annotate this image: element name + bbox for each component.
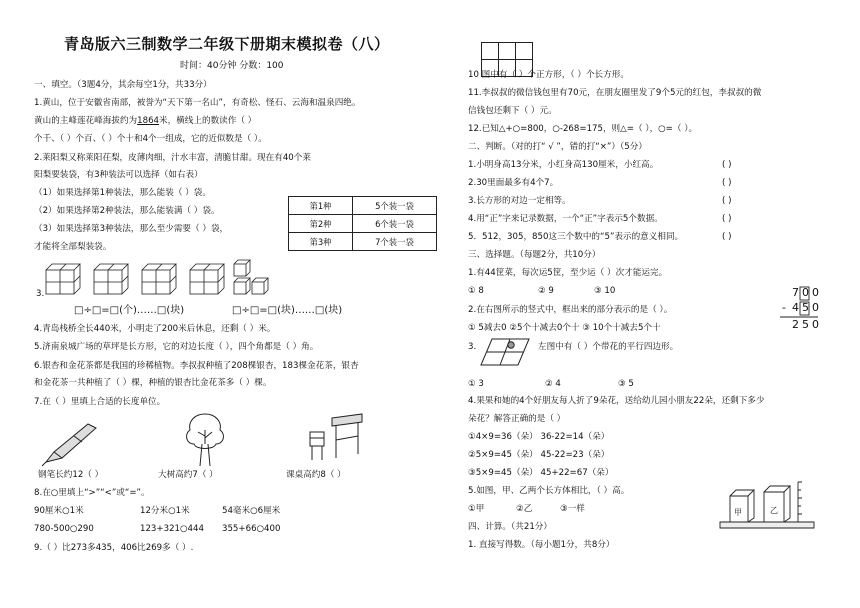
choice-2-options: ① 5减去0 ②5个十减去0个十 ③ 10个十减去5个十 [468, 323, 661, 333]
table-row: 第2种 6个装一袋 [289, 215, 437, 233]
choice-3-opt-a: ① 3 [468, 379, 484, 389]
cuboid-yi-label: 乙 [770, 506, 778, 515]
judge-5: 5．512，305，850这三个数中的“5”表示的意义相同。 [468, 232, 684, 242]
q8-r1-c3: 54毫米○6厘米 [222, 506, 281, 516]
q2-part3: （3）如果选择第3种装法，那么至少需要（ ）袋， [34, 224, 229, 234]
vertical-minus-sign: - [782, 301, 786, 314]
q7-tree-height: 大树高约7（ ） [158, 470, 218, 480]
q6-line2: 和金花茶一共种植了（ ）棵，种植的银杏比金花茶多（ ）棵。 [34, 378, 272, 388]
desk-illustration [306, 410, 366, 466]
q3-formula-2: □÷□=□(块)……□(块) [232, 305, 343, 316]
table-row: 第3种 7个装一袋 [289, 233, 437, 251]
packing-table [288, 196, 437, 251]
judge-4: 4.用“正”字来记录数据，一个“正”字表示5个数据。 [468, 214, 663, 224]
judge-3: 3.长方形的对边一定相等。 [468, 196, 571, 206]
choice-3: 左图中有（ ）个带花的平行四边形。 [538, 342, 679, 352]
choice-4-opt-b: ②5×9=45（朵） 45-22=23（朵） [468, 450, 610, 460]
choice-4-line1: 4.果果和她的4个好朋友每人折了9朵花，送给幼儿园小朋友22朵，还剩下多少 [468, 396, 765, 406]
judge-5-answer: ( ) [722, 232, 732, 242]
q2-part4: 才能将全部梨装袋。 [34, 242, 112, 252]
judge-1: 1.小明身高13分米，小红身高130厘米，小红高。 [468, 160, 659, 170]
vertical-subtrahend: 450 [792, 301, 822, 314]
choice-4-line2: 朵花？解答正确的是（ ） [468, 414, 566, 424]
q11-line1: 11.李叔叔的微信钱包里有70元，在朋友圈里发了9个5元的红包，李叔叔的微 [468, 88, 762, 98]
judge-2: 2.30里面最多有4个7。 [468, 178, 559, 188]
cuboid-jia-label: 甲 [734, 508, 742, 517]
q1-line3: 个千、（ ）个百、（ ）个十和4个一组成，它的近似数是（ ）。 [34, 134, 267, 144]
calc-1: 1. 直接写得数。（每小题1分，共8分） [468, 540, 615, 550]
choice-5-opt-a: ①甲 [468, 504, 485, 514]
q5: 5.济南泉城广场的草坪是长方形，它的对边长度（ ），四个角都是（ ）角。 [34, 342, 319, 352]
q8-r2-c3: 355+66○400 [222, 524, 281, 534]
choice-4-opt-a: ①4×9=36（朵） 36-22=14（朵） [468, 432, 610, 442]
choice-5: 5.如图，甲、乙两个长方体相比，（ ）高。 [468, 486, 630, 496]
choice-3-opt-c: ③ 5 [618, 379, 634, 389]
fountain-pen-illustration [40, 418, 100, 468]
section-2-heading: 二、判断。（对的打“ √ ”，错的打“×”）（5分） [468, 142, 647, 152]
cuboids-figure [718, 478, 818, 532]
judge-4-answer: ( ) [722, 214, 732, 224]
choice-1-opt-c: ③ 10 [594, 286, 616, 296]
q7: 7.在（ ）里填上合适的长度单位。 [34, 397, 166, 407]
choice-5-opt-c: ③一样 [560, 504, 585, 514]
section-3-heading: 三、选择题。（每题2分，共10分） [468, 250, 601, 260]
table-row: 第1种 5个装一袋 [289, 197, 437, 215]
judge-1-answer: ( ) [722, 160, 732, 170]
q8: 8.在○里填上“>”“<”或“=”。 [34, 488, 150, 498]
tree-illustration [180, 410, 230, 470]
q1-line1: 1.黄山，位于安徽省南部，被誉为“天下第一名山”，有奇松、怪石、云海和温泉四绝。 [34, 98, 361, 108]
section-1-heading: 一、填空。（3题4分，其余每空1分，共33分） [34, 80, 212, 90]
q8-r1-c2: 12分米○1米 [140, 506, 190, 516]
vertical-top-number: 700 [792, 286, 822, 299]
q2-line2: 阳梨要装袋，有3种装法可以选择（如右表） [34, 170, 203, 180]
q7-pen-length: 钢笔长约12（ ） [38, 470, 104, 480]
choice-3-opt-b: ② 4 [545, 379, 561, 389]
choice-1-opt-a: ① 8 [468, 286, 484, 296]
choice-1: 1.有44筐菜，每次运5筐，至少运（ ）次才能运完。 [468, 268, 668, 278]
vertical-frame [780, 286, 820, 332]
cube-groups-illustration [46, 258, 276, 294]
q12: 12.已知△+○=800，○-268=175，则△=（ ），○=（ ）。 [468, 124, 698, 134]
q3-formula-1: □÷□=□(个)……□(块) [74, 305, 185, 316]
judge-3-answer: ( ) [722, 196, 732, 206]
q2-part2: （2）如果选择第2种装法，那么能装满（ ）袋。 [34, 206, 220, 216]
page-title: 青岛版六三制数学二年级下册期末模拟卷（八） [64, 35, 390, 53]
q10: 10 图中有（ ）个正方形，（ ）个长方形。 [468, 70, 629, 80]
parallelogram-figure [480, 338, 530, 366]
q2-part1: （1）如果选择第1种装法，那么能装（ ）袋。 [34, 188, 211, 198]
q7-desk-height: 课桌高约8（ ） [286, 470, 346, 480]
q9: 9.（ ）比273多435，406比269多（ ）. [34, 543, 194, 553]
exam-info: 时间：40分钟 分数：100 [180, 61, 284, 71]
q8-r2-c2: 123+321○444 [140, 524, 204, 534]
q8-r2-c1: 780-500○290 [34, 524, 94, 534]
q8-r1-c1: 90厘米○1米 [34, 506, 84, 516]
choice-1-opt-b: ② 9 [538, 286, 554, 296]
q11-line2: 信钱包还剩下（ ）元。 [468, 106, 557, 116]
choice-4-opt-c: ③5×9=45（朵） 45+22=67（朵） [468, 468, 614, 478]
q6-line1: 6.银杏和金花茶都是我国的珍稀植物。李叔叔种植了208棵银杏，183棵金花茶，银杏 [34, 361, 359, 371]
q1-line2: 黄山的主峰莲花峰海拔约为1864米，横线上的数读作（ ） [34, 116, 257, 126]
choice-3-label: 3. [468, 342, 477, 352]
choice-2: 2.在右图所示的竖式中，框出来的部分表示的是（ ）。 [468, 305, 673, 315]
q2-line1: 2.莱阳梨又称莱阳茌梨，皮薄肉细，汁水丰富，清脆甘甜。现在有40个莱 [34, 153, 311, 163]
section-4-heading: 四、计算。（共21分） [468, 522, 552, 532]
judge-2-answer: ( ) [722, 178, 732, 188]
vertical-result: 250 [792, 318, 822, 331]
choice-5-opt-b: ②乙 [516, 504, 533, 514]
q3-label: 3. [36, 289, 45, 299]
q4: 4.青岛栈桥全长440米，小明走了200米后休息，还剩（ ）米。 [34, 324, 276, 334]
